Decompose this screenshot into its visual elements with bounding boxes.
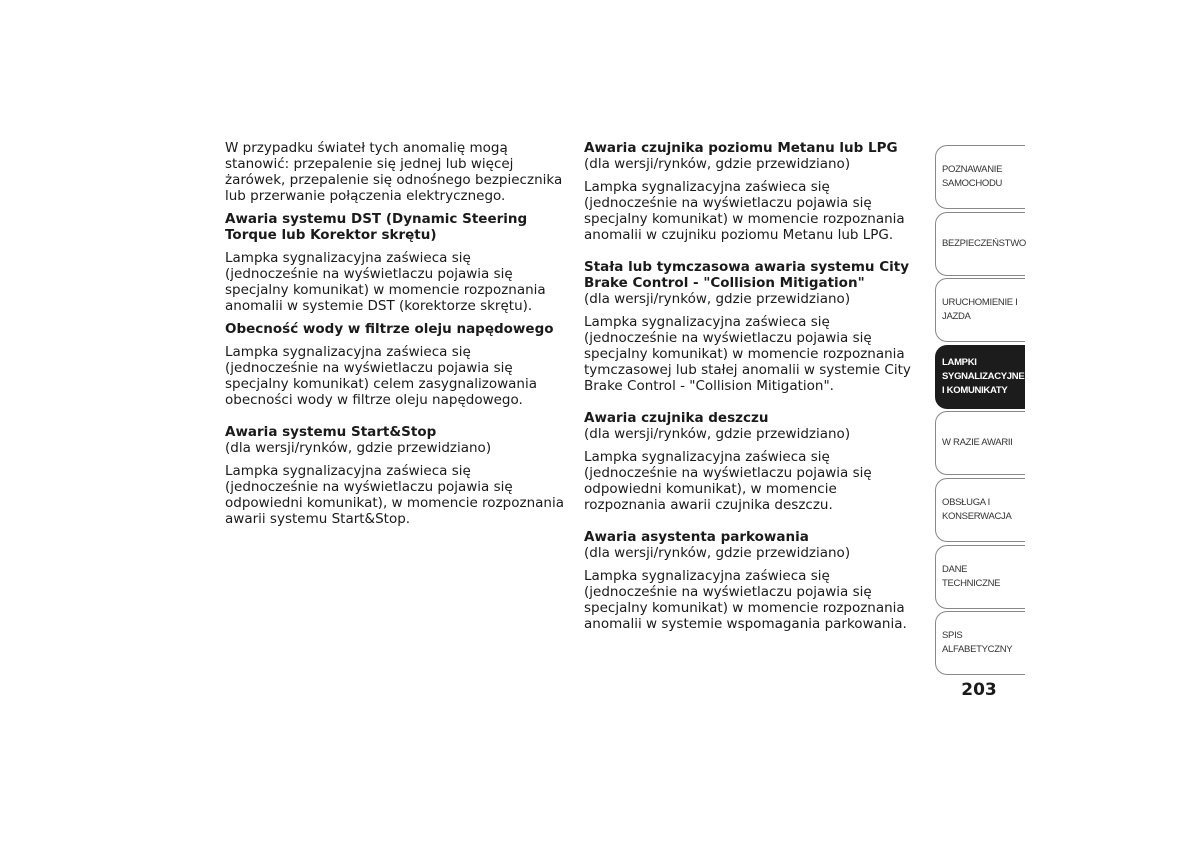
citybrake-heading: Stała lub tymczasowa awaria systemu City Brake Control - "Collision Mitigation" <box>584 259 910 291</box>
tab-label: DANE TECHNICZNE <box>942 563 1001 589</box>
parking-heading: Awaria asystenta parkowania <box>584 529 809 545</box>
tab-label: URUCHOMIENIE I JAZDA <box>942 297 1018 323</box>
rain-paragraph: Lampka sygnalizacyjna zaświeca się (jednocześnie na wyświetlaczu pojawia się odpowiedni komunikat), w momencie rozpoznania awarii czujnika deszczu. <box>584 449 872 513</box>
tab-label: OBSŁUGA I KONSERWACJA <box>942 496 1012 522</box>
tab-label: BEZPIECZEŃSTWO <box>942 237 1026 249</box>
startstop-note: (dla wersji/rynków, gdzie przewidziano) <box>225 440 492 456</box>
tab-label: POZNAWANIE SAMOCHODU <box>942 164 1003 189</box>
tab-poznawanie-samochodu[interactable] <box>935 145 1025 209</box>
rain-heading: Awaria czujnika deszczu <box>584 410 769 426</box>
intro-paragraph: W przypadku świateł tych anomalię mogą stanowić: przepalenie się jednej lub więcej żarówek, przepalenie się odnośnego bezpiecznika lub przerwanie połączenia elektrycznego. <box>225 140 563 204</box>
parking-note: (dla wersji/rynków, gdzie przewidziano) <box>584 545 851 561</box>
dst-paragraph: Lampka sygnalizacyjna zaświeca się (jednocześnie na wyświetlaczu pojawia się specjalny komunikat) w momencie rozpoznania anomalii w systemie DST (korektorze skrętu). <box>225 250 546 314</box>
page-number: 203 <box>961 680 997 700</box>
methane-note: (dla wersji/rynków, gdzie przewidziano) <box>584 156 851 172</box>
tab-uruchomienie-i-jazda[interactable] <box>935 278 1025 342</box>
startstop-paragraph: Lampka sygnalizacyjna zaświeca się (jednocześnie na wyświetlaczu pojawia się odpowiedni komunikat), w momencie rozpoznania awarii systemu Start&Stop. <box>225 463 564 527</box>
tab-label: SPIS ALFABETYCZNY <box>942 630 1013 656</box>
tab-w-razie-awarii[interactable] <box>935 411 1025 475</box>
tab-dane-techniczne[interactable] <box>935 545 1025 609</box>
methane-paragraph: Lampka sygnalizacyjna zaświeca się (jednocześnie na wyświetlaczu pojawia się specjalny komunikat) w momencie rozpoznania anomalii w czujniku poziomu Metanu lub LPG. <box>584 179 905 243</box>
water-heading: Obecność wody w filtrze oleju napędowego <box>225 321 554 337</box>
tab-label: W RAZIE AWARII <box>942 437 1013 449</box>
water-paragraph: Lampka sygnalizacyjna zaświeca się (jednocześnie na wyświetlaczu pojawia się specjalny komunikat) celem zasygnalizowania obecności wody w filtrze oleju napędowego. <box>225 344 538 408</box>
parking-paragraph: Lampka sygnalizacyjna zaświeca się (jednocześnie na wyświetlaczu pojawia się specjalny komunikat) w momencie rozpoznania anomalii w systemie wspomagania parkowania. <box>584 568 907 632</box>
right-column <box>584 140 920 632</box>
rain-note: (dla wersji/rynków, gdzie przewidziano) <box>584 426 851 442</box>
tab-spis-alfabetyczny[interactable] <box>935 611 1025 675</box>
left-column <box>225 140 565 527</box>
tab-obsluga-i-konserwacja[interactable] <box>935 478 1025 542</box>
tab-lampki-sygnalizacyjne[interactable] <box>935 345 1025 409</box>
tab-label: LAMPKI SYGNALIZACYJNE I KOMUNIKATY <box>942 356 1025 396</box>
citybrake-paragraph: Lampka sygnalizacyjna zaświeca się (jednocześnie na wyświetlaczu pojawia się specjalny komunikat) w momencie rozpoznania tymczasowej lub stałej anomalii w systemie City Brake Control - "Collision Mitigation". <box>584 314 911 394</box>
tab-bezpieczenstwo[interactable] <box>935 212 1025 276</box>
section-tabs <box>935 145 1025 678</box>
dst-heading: Awaria systemu DST (Dynamic Steering Torque lub Korektor skrętu) <box>225 211 528 243</box>
startstop-heading: Awaria systemu Start&Stop <box>225 424 437 440</box>
methane-heading: Awaria czujnika poziomu Metanu lub LPG <box>584 140 898 156</box>
citybrake-note: (dla wersji/rynków, gdzie przewidziano) <box>584 291 851 307</box>
